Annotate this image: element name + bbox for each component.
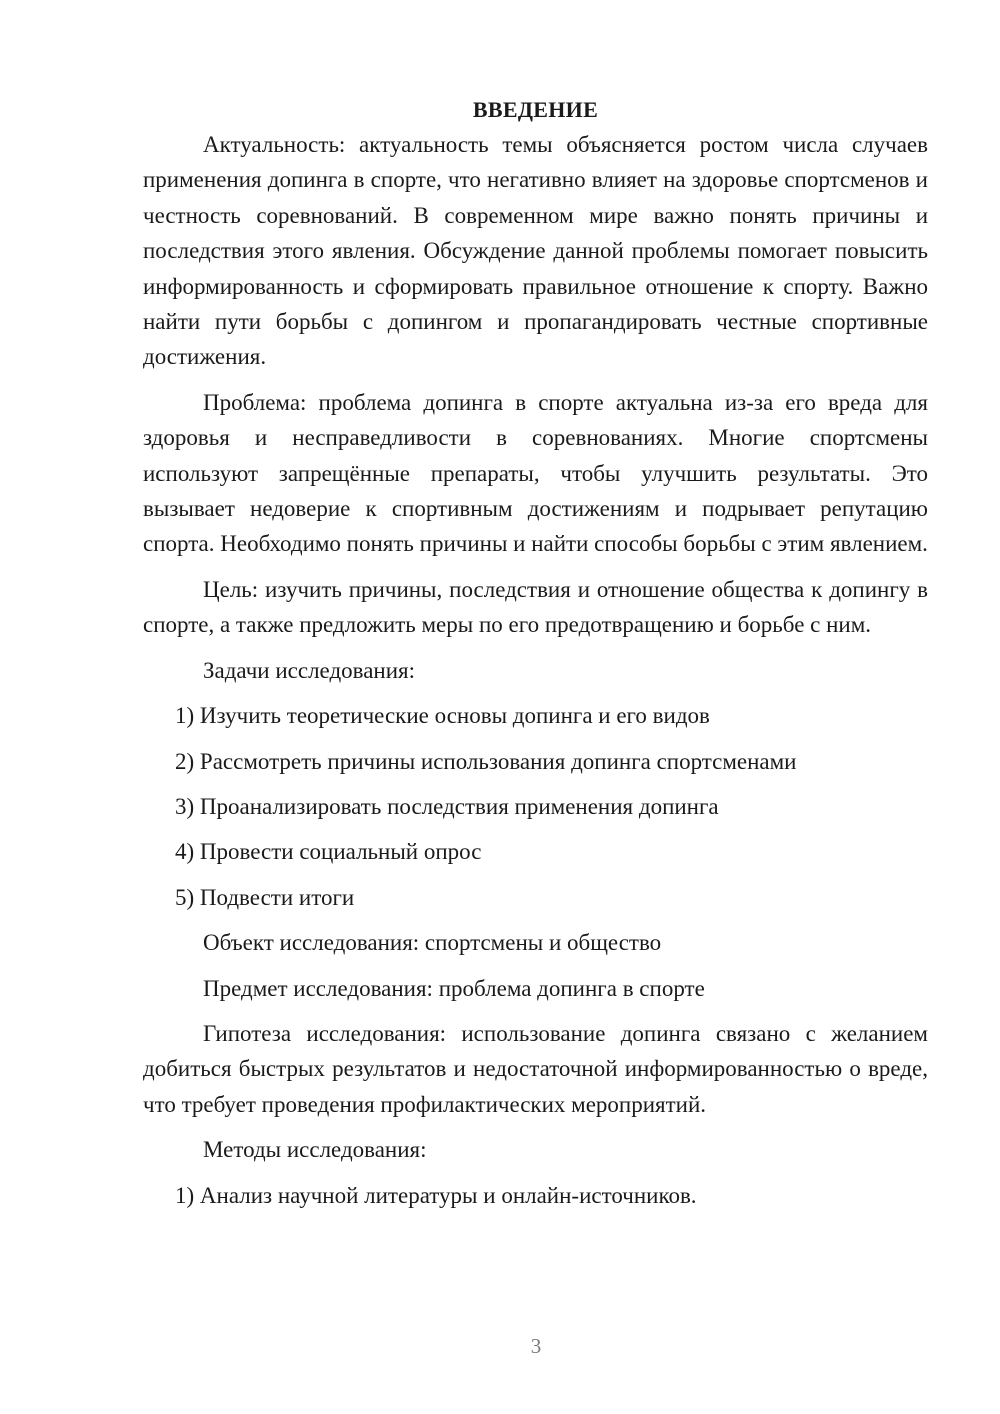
goal-paragraph: Цель: изучить причины, последствия и отношение общества к допингу в спорте, а также предложить меры по его предотвращению и борьбе с ним.	[143, 576, 928, 638]
page-number: 3	[530, 1334, 542, 1358]
method-item-1: 1) Анализ научной литературы и онлайн-источников.	[175, 1182, 697, 1208]
problem-paragraph: Проблема: проблема допинга в спорте актуальна из-за его вреда для здоровья и несправедливости в соревнованиях. Многие спортсмены используют запрещённые препараты, чтобы улучшить результаты. Это вызывает недоверие к спортивным достижениям и подрывает репутацию спорта. Необходимо понять причины и найти способы борьбы с этим явлением.	[143, 389, 928, 557]
hypothesis-paragraph: Гипотеза исследования: использование допинга связано с желанием добиться быстрых результатов и недостаточной информированностью о вреде, что требует проведения профилактических мероприятий.	[143, 1020, 928, 1117]
relevance-paragraph: Актуальность: актуальность темы объясняется ростом числа случаев применения допинга в спорте, что негативно влияет на здоровье спортсменов и честность соревнований. В современном мире важно понять причины и последствия этого явления. Обсуждение данной проблемы помогает повысить информированность и сформировать правильное отношение к спорту. Важно найти пути борьбы с допингом и пропагандировать честные спортивные достижения.	[143, 132, 928, 370]
section-title: ВВЕДЕНИЕ	[472, 97, 599, 122]
research-subject: Предмет исследования: проблема допинга в спорте	[203, 975, 705, 1001]
methods-heading: Методы исследования:	[203, 1137, 427, 1163]
task-item-3: 3) Проанализировать последствия применения допинга	[175, 793, 719, 819]
task-item-2: 2) Рассмотреть причины использования допинга спортсменами	[175, 748, 797, 774]
tasks-heading: Задачи исследования:	[203, 657, 416, 683]
research-object: Объект исследования: спортсмены и общество	[203, 930, 662, 956]
page-content	[143, 92, 928, 1223]
task-item-1: 1) Изучить теоретические основы допинга и его видов	[175, 703, 710, 729]
task-item-4: 4) Провести социальный опрос	[175, 839, 482, 865]
task-item-5: 5) Подвести итоги	[175, 884, 355, 910]
